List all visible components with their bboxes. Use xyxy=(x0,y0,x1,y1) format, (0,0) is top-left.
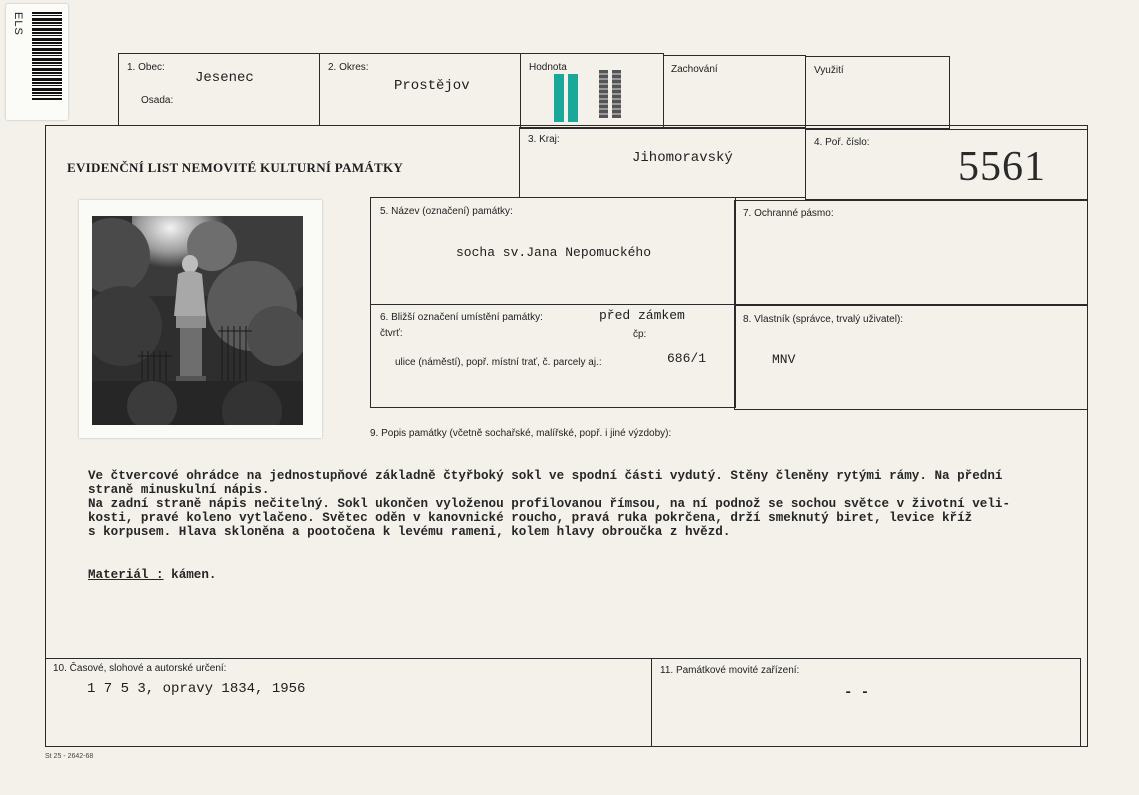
okres-value: Prostějov xyxy=(394,78,470,94)
umisteni-cell xyxy=(370,304,736,408)
ulice-label: ulice (náměstí), popř. místní trať, č. parcely aj.: xyxy=(395,357,602,368)
zachovani-cell xyxy=(663,55,806,129)
zarizeni-value: - - xyxy=(844,685,870,701)
urceni-label: 10. Časové, slohové a autorské určení: xyxy=(53,663,227,674)
zachovani-label: Zachování xyxy=(671,64,718,75)
obec-cell xyxy=(118,53,320,126)
barcode-label xyxy=(6,4,68,120)
monument-photo xyxy=(92,216,303,425)
obec-label: 1. Obec: xyxy=(127,62,165,73)
pasmo-cell xyxy=(734,200,1088,306)
hodnota-mark-4 xyxy=(612,70,621,118)
kraj-cell xyxy=(519,127,806,198)
hodnota-cell xyxy=(520,53,664,129)
popis-line: s korpusem. Hlava skloněna a pootočena k levému rameni, kolem hlavy obroučka z hvězd. xyxy=(88,525,731,539)
hodnota-mark-3 xyxy=(599,70,608,118)
material-value: kámen. xyxy=(163,568,217,582)
barcode-icon xyxy=(32,12,62,100)
popis-line: kosti, pravé koleno vytlačeno. Světec oděn v kanovnické roucho, pravá ruka pokrčena, drží smeknutý biret, levice kříž xyxy=(88,511,973,525)
form-code: St 25 - 2642-68 xyxy=(45,753,94,760)
nazev-value: socha sv.Jana Nepomuckého xyxy=(456,245,652,260)
vyuziti-cell xyxy=(805,56,950,129)
okres-cell xyxy=(319,53,521,126)
vlastnik-cell xyxy=(734,304,1088,410)
urceni-cell xyxy=(45,658,652,747)
umisteni-label: 6. Bližší označení umístění památky: xyxy=(380,312,543,323)
urceni-value: 1 7 5 3, opravy 1834, 1956 xyxy=(87,681,306,697)
page-title: EVIDENČNÍ LIST NEMOVITÉ KULTURNÍ PAMÁTKY xyxy=(67,160,404,175)
por-cislo-value: 5561 xyxy=(958,144,1046,190)
nazev-label: 5. Název (označení) památky: xyxy=(380,206,513,217)
zarizeni-label: 11. Památkové movité zařízení: xyxy=(660,665,800,676)
parcela-value: 686/1 xyxy=(667,351,707,366)
nazev-cell xyxy=(370,197,736,305)
material-line xyxy=(88,568,216,582)
obec-value: Jesenec xyxy=(195,70,254,86)
vlastnik-value: MNV xyxy=(772,352,796,367)
hodnota-label: Hodnota xyxy=(529,62,567,73)
barcode-text: ELS xyxy=(12,12,24,36)
popis-line: Na zadní straně nápis nečitelný. Sokl ukončen vyloženou profilovanou římsou, na ní podnož se sochou světce v životní veli- xyxy=(88,497,1011,511)
popis-text xyxy=(88,469,1068,539)
okres-label: 2. Okres: xyxy=(328,62,369,73)
pasmo-label: 7. Ochranné pásmo: xyxy=(743,208,834,219)
vlastnik-label: 8. Vlastník (správce, trvalý uživatel): xyxy=(743,314,904,325)
umisteni-value: před zámkem xyxy=(599,308,685,323)
kraj-label: 3. Kraj: xyxy=(528,134,560,145)
statue-photo-image xyxy=(92,216,303,425)
osada-label: Osada: xyxy=(141,95,174,106)
monument-photo-frame xyxy=(79,200,322,438)
kraj-value: Jihomoravský xyxy=(632,150,733,166)
zarizeni-cell xyxy=(651,658,1081,747)
vyuziti-label: Využití xyxy=(814,65,844,76)
ctvrt-label: čtvrť: xyxy=(380,328,403,339)
popis-line: Ve čtvercové ohrádce na jednostupňové základně čtyřboký sokl ve spodní části vydutý. Stěny členěny rytými rámy. Na přední xyxy=(88,469,1003,483)
hodnota-mark-2 xyxy=(568,74,578,122)
hodnota-mark-1 xyxy=(554,74,564,122)
material-label: Materiál : xyxy=(88,568,164,582)
por-cislo-label: 4. Poř. číslo: xyxy=(814,137,870,148)
cp-label: čp: xyxy=(633,329,647,340)
popis-line: straně minuskulní nápis. xyxy=(88,483,270,497)
popis-label: 9. Popis památky (včetně sochařské, malířské, popř. i jiné výzdoby): xyxy=(370,428,672,439)
